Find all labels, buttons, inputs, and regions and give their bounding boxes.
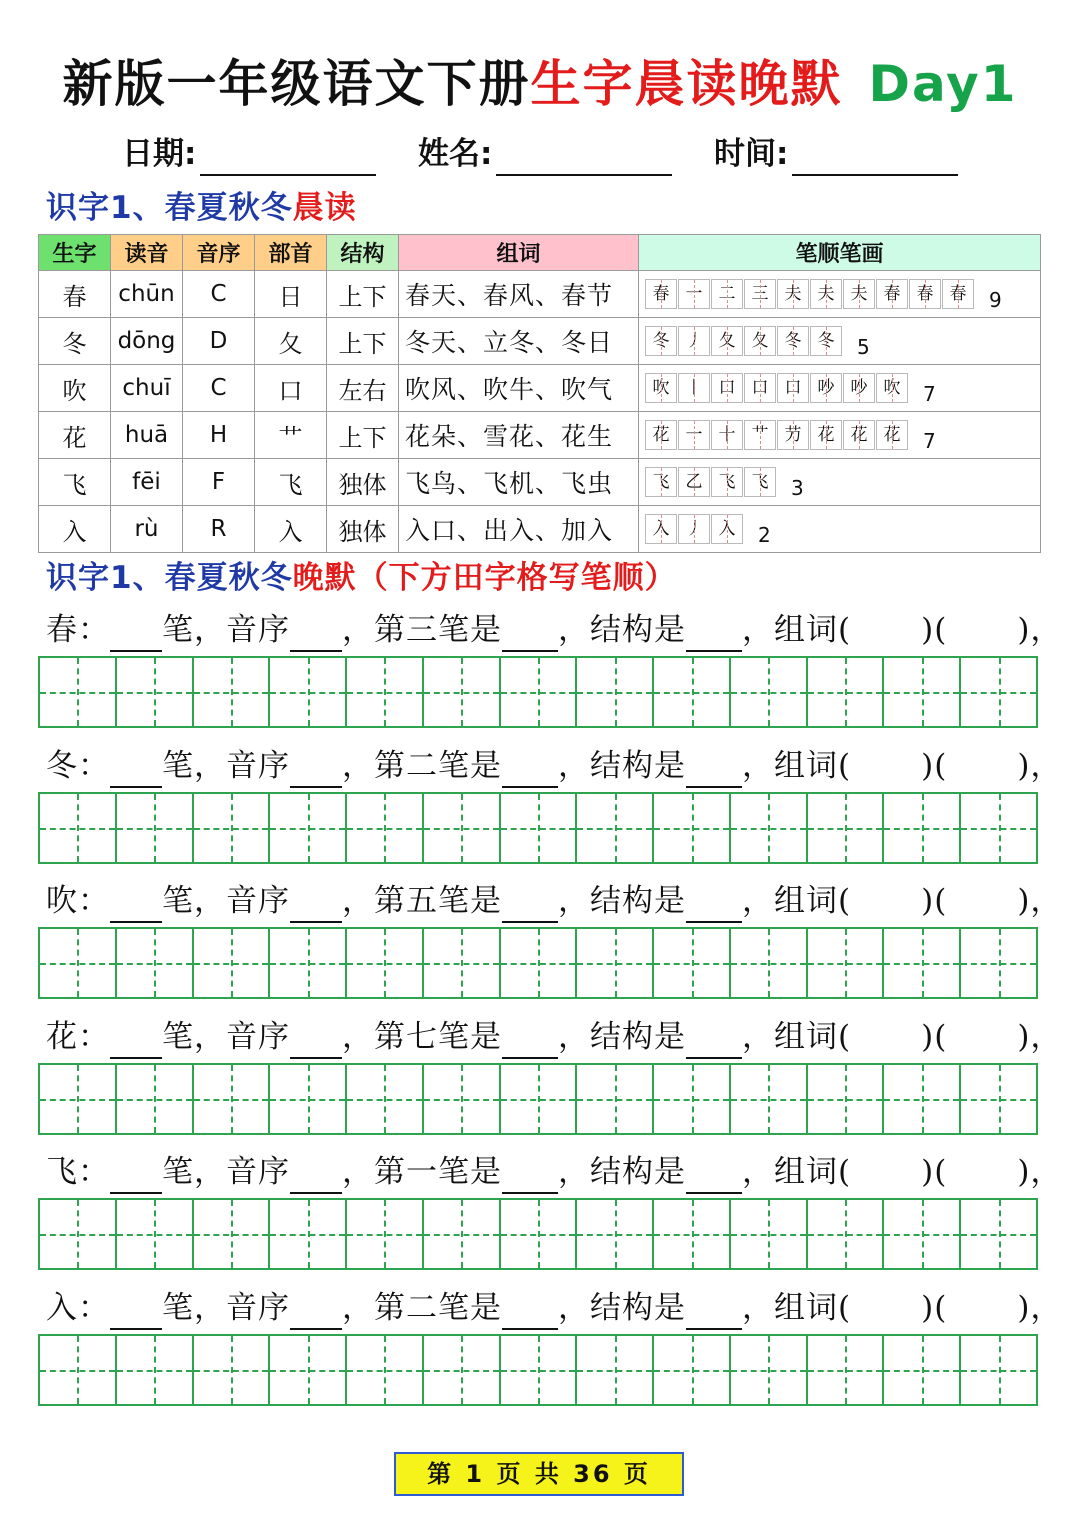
cell-letter: F [183,459,255,506]
structure-blank[interactable] [686,1027,742,1059]
q-strokes: 笔，音序 [162,1019,290,1055]
title-main: 新版一年级语文下册 [62,55,531,113]
writing-cell[interactable] [424,794,501,862]
stroke-count: 3 [791,476,804,501]
stroke-step: 冬 [645,326,677,356]
stroke-step: 一 [678,279,710,309]
q-structure: ，结构是 [558,1019,686,1055]
title-day: Day1 [868,55,1018,113]
writing-cell[interactable] [654,1336,731,1404]
writing-cell[interactable] [731,929,808,997]
writing-cell[interactable] [808,794,885,862]
cell-structure: 上下 [327,318,399,365]
tianzige-grid [38,656,1038,728]
date-blank[interactable] [200,140,376,176]
cell-words: 入口、出入、加入 [399,506,639,553]
writing-cell[interactable] [347,929,424,997]
cell-words: 吹风、吹牛、吹气 [399,365,639,412]
stroke-count: 9 [989,288,1002,313]
character-table [38,234,1041,553]
writing-cell[interactable] [40,1200,117,1268]
section-evening-heading [46,558,677,598]
writing-cell[interactable] [40,1065,117,1133]
stroke-step: 乙 [678,467,710,497]
header-radical: 部首 [255,235,327,271]
structure-blank[interactable] [686,891,742,923]
cell-strokes [639,318,1041,365]
writing-cell[interactable] [424,1065,501,1133]
table-header-row [39,235,1041,271]
cell-pinyin: chūn [111,271,183,318]
writing-cell[interactable] [808,1200,885,1268]
writing-cell[interactable] [117,1336,194,1404]
stroke-step: 入 [711,514,743,544]
writing-cell[interactable] [577,794,654,862]
cell-letter: R [183,506,255,553]
time-label: 时间: [714,136,789,172]
q-strokes: 笔，音序 [162,1154,290,1190]
name-field[interactable] [418,132,672,176]
writing-cell[interactable] [424,658,501,726]
q-strokes: 笔，音序 [162,748,290,784]
name-blank[interactable] [496,140,672,176]
dictation-question [46,1015,1062,1059]
stroke-step: 艹 [744,420,776,450]
writing-cell[interactable] [961,658,1036,726]
q-words: ，组词( [742,612,852,648]
stroke-step: 春 [942,279,974,309]
tianzige-grid [38,1334,1038,1406]
writing-cell[interactable] [117,794,194,862]
header-char: 生字 [39,235,111,271]
writing-cell[interactable] [194,1200,271,1268]
cell-pinyin: chuī [111,365,183,412]
q-nth: 第七笔是 [374,1019,502,1055]
writing-cell[interactable] [884,929,961,997]
cell-radical: 艹 [255,412,327,459]
writing-cell[interactable] [40,658,117,726]
q-comma: ， [342,1154,374,1190]
q-char: 吹 [46,883,78,919]
cell-radical: 口 [255,365,327,412]
writing-cell[interactable] [577,658,654,726]
section2-prefix: 识字1、春夏秋冬 [46,560,293,596]
writing-cell[interactable] [347,658,424,726]
time-field[interactable] [714,132,958,176]
writing-cell[interactable] [884,794,961,862]
writing-cell[interactable] [347,1200,424,1268]
writing-cell[interactable] [424,1336,501,1404]
q-mid: )( [921,1019,948,1055]
q-comma: ， [342,1290,374,1326]
writing-cell[interactable] [347,794,424,862]
q-strokes: 笔，音序 [162,883,290,919]
cell-words: 花朵、雪花、花生 [399,412,639,459]
structure-blank[interactable] [686,620,742,652]
q-mid: )( [921,883,948,919]
stroke-step: 冬 [810,326,842,356]
cell-pinyin: huā [111,412,183,459]
q-mid: )( [921,748,948,784]
stroke-step: 夂 [711,326,743,356]
q-structure: ，结构是 [558,612,686,648]
cell-radical: 日 [255,271,327,318]
page-indicator: 第 1 页 共 36 页 [394,1452,684,1496]
cell-strokes [639,412,1041,459]
stroke-count-blank[interactable] [110,1162,162,1194]
stroke-step: 丨 [678,373,710,403]
stroke-step: 夫 [810,279,842,309]
writing-cell[interactable] [577,1200,654,1268]
q-structure: ，结构是 [558,883,686,919]
stroke-step: 春 [876,279,908,309]
q-strokes: 笔，音序 [162,1290,290,1326]
section1-suffix: 晨读 [292,190,357,226]
writing-cell[interactable] [117,658,194,726]
stroke-step: 三 [744,279,776,309]
q-end: )， [1017,612,1063,648]
writing-cell[interactable] [961,929,1036,997]
writing-cell[interactable] [270,1200,347,1268]
writing-cell[interactable] [884,1065,961,1133]
structure-blank[interactable] [686,1298,742,1330]
writing-cell[interactable] [577,1065,654,1133]
cell-words: 春天、春风、春节 [399,271,639,318]
cell-char: 入 [39,506,111,553]
cell-pinyin: dōng [111,318,183,365]
writing-cell[interactable] [884,1336,961,1404]
letter-blank[interactable] [290,620,342,652]
q-char: 春 [46,612,78,648]
cell-pinyin: fēi [111,459,183,506]
writing-cell[interactable] [961,794,1036,862]
q-structure: ，结构是 [558,748,686,784]
tianzige-grid [38,1198,1038,1270]
q-structure: ，结构是 [558,1290,686,1326]
writing-cell[interactable] [194,929,271,997]
cell-char: 花 [39,412,111,459]
q-colon: ： [78,1290,110,1326]
writing-cell[interactable] [731,1200,808,1268]
stroke-step: 夫 [777,279,809,309]
cell-words: 飞鸟、飞机、飞虫 [399,459,639,506]
stroke-step: 吵 [843,373,875,403]
writing-cell[interactable] [961,1200,1036,1268]
dictation-question [46,608,1062,652]
stroke-count: 7 [923,382,936,407]
stroke-step: 飞 [711,467,743,497]
writing-cell[interactable] [40,794,117,862]
cell-structure: 独体 [327,459,399,506]
q-end: )， [1017,1019,1063,1055]
writing-cell[interactable] [424,929,501,997]
q-char: 入 [46,1290,78,1326]
writing-cell[interactable] [270,929,347,997]
writing-cell[interactable] [884,658,961,726]
header-words: 组词 [399,235,639,271]
q-words: ，组词( [742,1019,852,1055]
dictation-question [46,1286,1062,1330]
writing-cell[interactable] [961,1336,1036,1404]
stroke-step: 花 [876,420,908,450]
q-end: )， [1017,1290,1063,1326]
header-pinyin: 读音 [111,235,183,271]
cell-pinyin: rù [111,506,183,553]
stroke-step: 花 [843,420,875,450]
writing-cell[interactable] [347,1336,424,1404]
name-label: 姓名: [418,136,493,172]
nth-stroke-blank[interactable] [502,891,558,923]
writing-cell[interactable] [424,1200,501,1268]
writing-cell[interactable] [40,929,117,997]
structure-blank[interactable] [686,756,742,788]
section-morning-heading [46,188,357,228]
writing-cell[interactable] [347,1065,424,1133]
stroke-step: 春 [645,279,677,309]
stroke-step: 夫 [843,279,875,309]
cell-char: 飞 [39,459,111,506]
writing-cell[interactable] [270,794,347,862]
stroke-step: 口 [711,373,743,403]
writing-cell[interactable] [577,929,654,997]
q-colon: ： [78,1019,110,1055]
writing-cell[interactable] [808,658,885,726]
cell-radical: 入 [255,506,327,553]
table-row [39,459,1041,506]
writing-cell[interactable] [884,1200,961,1268]
tianzige-grid [38,927,1038,999]
dictation-question [46,1150,1062,1194]
stroke-step: 飞 [645,467,677,497]
writing-cell[interactable] [808,1065,885,1133]
stroke-step: 丿 [678,514,710,544]
writing-cell[interactable] [117,1065,194,1133]
time-blank[interactable] [792,140,958,176]
q-comma: ， [342,748,374,784]
letter-blank[interactable] [290,756,342,788]
worksheet-title [0,52,1080,116]
stroke-count: 2 [758,523,771,548]
cell-structure: 上下 [327,412,399,459]
q-words: ，组词( [742,748,852,784]
q-comma: ， [342,1019,374,1055]
writing-cell[interactable] [961,1065,1036,1133]
cell-strokes [639,459,1041,506]
q-colon: ： [78,1154,110,1190]
cell-letter: D [183,318,255,365]
stroke-step: 春 [909,279,941,309]
stroke-step: 口 [777,373,809,403]
letter-blank[interactable] [290,1162,342,1194]
stroke-step: 口 [744,373,776,403]
stroke-count-blank[interactable] [110,756,162,788]
q-char: 花 [46,1019,78,1055]
nth-stroke-blank[interactable] [502,1027,558,1059]
cell-strokes [639,365,1041,412]
q-nth: 第五笔是 [374,883,502,919]
tianzige-grid [38,1063,1038,1135]
stroke-step: 花 [645,420,677,450]
tianzige-grid [38,792,1038,864]
writing-cell[interactable] [117,1200,194,1268]
nth-stroke-blank[interactable] [502,1298,558,1330]
writing-cell[interactable] [808,1336,885,1404]
nth-stroke-blank[interactable] [502,620,558,652]
cell-structure: 左右 [327,365,399,412]
cell-structure: 上下 [327,271,399,318]
cell-char: 冬 [39,318,111,365]
stroke-count-blank[interactable] [110,1298,162,1330]
q-nth: 第一笔是 [374,1154,502,1190]
stroke-step: 二 [711,279,743,309]
writing-cell[interactable] [194,1065,271,1133]
writing-cell[interactable] [117,929,194,997]
writing-cell[interactable] [501,794,578,862]
nth-stroke-blank[interactable] [502,1162,558,1194]
q-words: ，组词( [742,883,852,919]
cell-radical: 夂 [255,318,327,365]
writing-cell[interactable] [577,1336,654,1404]
stroke-count-blank[interactable] [110,620,162,652]
q-nth: 第三笔是 [374,612,502,648]
writing-cell[interactable] [270,1065,347,1133]
cell-structure: 独体 [327,506,399,553]
writing-cell[interactable] [194,1336,271,1404]
letter-blank[interactable] [290,1027,342,1059]
writing-cell[interactable] [270,658,347,726]
stroke-step: 飞 [744,467,776,497]
q-mid: )( [921,612,948,648]
header-strokes: 笔顺笔画 [639,235,1041,271]
q-end: )， [1017,1154,1063,1190]
q-structure: ，结构是 [558,1154,686,1190]
q-char: 冬 [46,748,78,784]
cell-strokes [639,271,1041,318]
writing-cell[interactable] [501,1200,578,1268]
cell-radical: 飞 [255,459,327,506]
stroke-count: 7 [923,429,936,454]
q-char: 飞 [46,1154,78,1190]
q-colon: ： [78,883,110,919]
q-end: )， [1017,748,1063,784]
stroke-step: 冬 [777,326,809,356]
stroke-step: 芀 [777,420,809,450]
q-comma: ， [342,883,374,919]
title-highlight: 生字晨读晚默 [530,55,843,113]
table-row [39,271,1041,318]
header-letter: 音序 [183,235,255,271]
cell-strokes [639,506,1041,553]
writing-cell[interactable] [501,658,578,726]
stroke-count: 5 [857,335,870,360]
q-words: ，组词( [742,1154,852,1190]
header-structure: 结构 [327,235,399,271]
dictation-question [46,744,1062,788]
writing-cell[interactable] [654,929,731,997]
writing-cell[interactable] [808,929,885,997]
stroke-step: 入 [645,514,677,544]
stroke-step: 一 [678,420,710,450]
writing-cell[interactable] [654,1200,731,1268]
stroke-step: 夂 [744,326,776,356]
q-comma: ， [342,612,374,648]
letter-blank[interactable] [290,1298,342,1330]
structure-blank[interactable] [686,1162,742,1194]
writing-cell[interactable] [654,794,731,862]
writing-cell[interactable] [654,658,731,726]
q-strokes: 笔，音序 [162,612,290,648]
q-colon: ： [78,612,110,648]
writing-cell[interactable] [194,794,271,862]
q-colon: ： [78,748,110,784]
writing-cell[interactable] [270,1336,347,1404]
stroke-count-blank[interactable] [110,891,162,923]
table-row [39,506,1041,553]
writing-cell[interactable] [501,1065,578,1133]
section2-suffix: 晚默（下方田字格写笔顺） [292,560,677,596]
table-row [39,365,1041,412]
stroke-step: 吹 [645,373,677,403]
dictation-question [46,879,1062,923]
writing-cell[interactable] [731,658,808,726]
q-nth: 第二笔是 [374,1290,502,1326]
stroke-step: 吵 [810,373,842,403]
q-words: ，组词( [742,1290,852,1326]
cell-letter: C [183,365,255,412]
q-mid: )( [921,1290,948,1326]
nth-stroke-blank[interactable] [502,756,558,788]
writing-cell[interactable] [501,929,578,997]
writing-cell[interactable] [654,1065,731,1133]
writing-cell[interactable] [194,658,271,726]
cell-char: 春 [39,271,111,318]
section1-prefix: 识字1、春夏秋冬 [46,190,293,226]
stroke-step: 十 [711,420,743,450]
stroke-step: 丿 [678,326,710,356]
cell-char: 吹 [39,365,111,412]
writing-cell[interactable] [40,1336,117,1404]
q-end: )， [1017,883,1063,919]
meta-fields [0,132,1080,182]
letter-blank[interactable] [290,891,342,923]
cell-words: 冬天、立冬、冬日 [399,318,639,365]
cell-letter: H [183,412,255,459]
table-row [39,412,1041,459]
stroke-step: 花 [810,420,842,450]
writing-cell[interactable] [731,1336,808,1404]
date-field[interactable] [122,132,376,176]
cell-letter: C [183,271,255,318]
writing-cell[interactable] [731,1065,808,1133]
table-row [39,318,1041,365]
q-mid: )( [921,1154,948,1190]
writing-cell[interactable] [731,794,808,862]
date-label: 日期: [122,136,197,172]
stroke-count-blank[interactable] [110,1027,162,1059]
writing-cell[interactable] [501,1336,578,1404]
stroke-step: 吹 [876,373,908,403]
q-nth: 第二笔是 [374,748,502,784]
